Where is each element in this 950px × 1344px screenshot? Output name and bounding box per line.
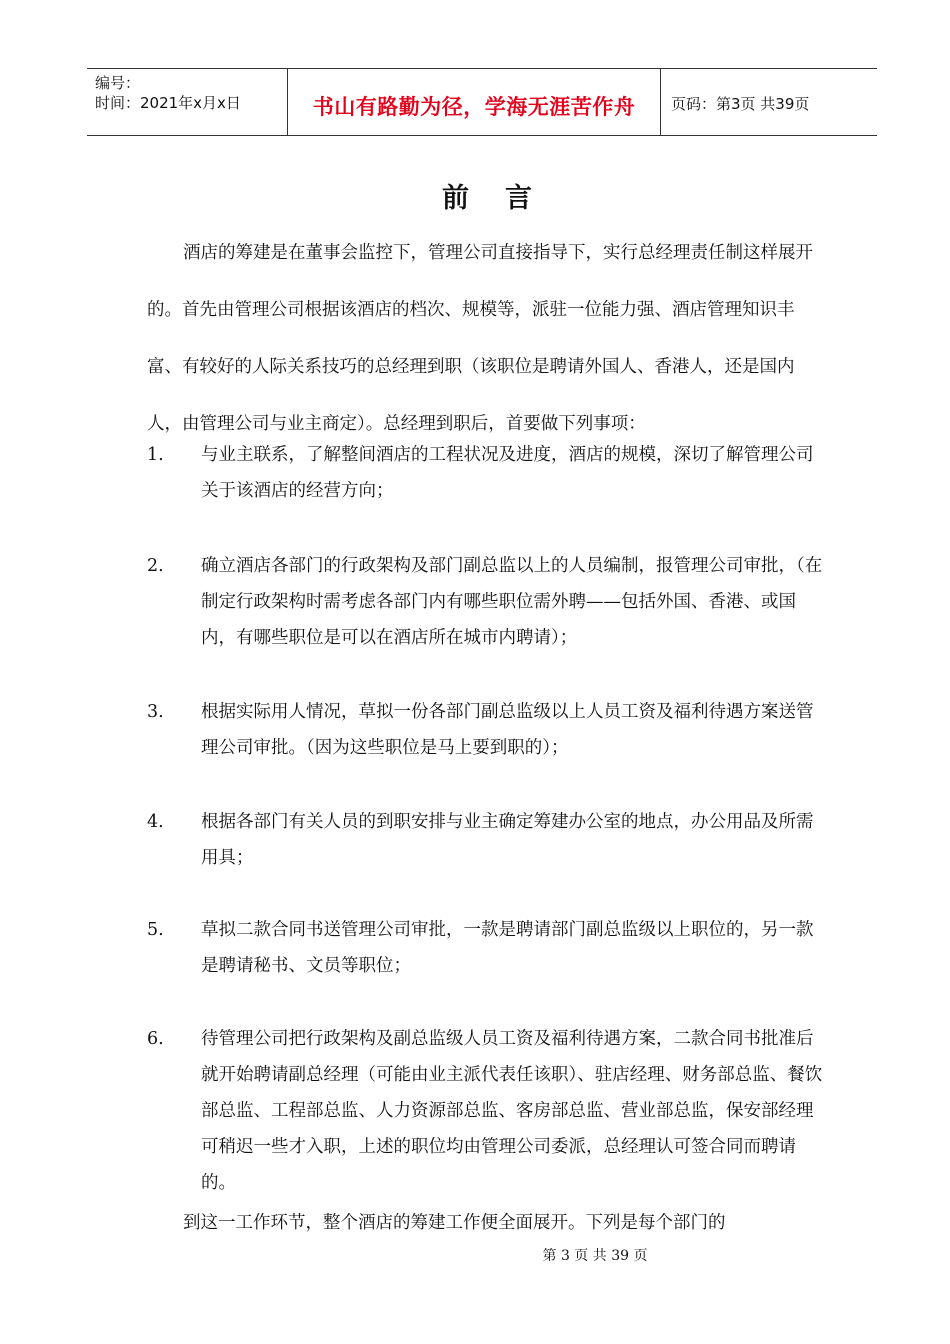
header-meta (95, 73, 241, 113)
list-item-number: 5. (147, 920, 164, 940)
page-header (87, 68, 877, 136)
list-item-number: 6. (147, 1029, 164, 1049)
document-date-label: 时间：2021年x月x日 (95, 94, 241, 112)
list-item-text: 根据实际用人情况，草拟一份各部门副总监级以上人员工资及福利待遇方案送管理公司审批。（因为这些职位是马上要到职的）； (201, 702, 814, 758)
list-item-number: 2. (147, 556, 164, 576)
intro-paragraph: 酒店的筹建是在董事会监控下，管理公司直接指导下，实行总经理责任制这样展开的。首先由管理公司根据该酒店的档次、规模等，派驻一位能力强、酒店管理知识丰富、有较好的人际关系技巧的总经理到职（该职位是聘请外国人、香港人，还是国内人，由管理公司与业主商定）。总经理到职后，首要做下列事项： (147, 243, 813, 434)
document-number-label: 编号： (95, 74, 141, 92)
list-item-text: 确立酒店各部门的行政架构及部门副总监以上的人员编制，报管理公司审批，（在制定行政架构时需考虑各部门内有哪些职位需外聘——包括外国、香港、或国内，有哪些职位是可以在酒店所在城市内聘请）； (201, 556, 823, 648)
list-item-text: 根据各部门有关人员的到职安排与业主确定筹建办公室的地点，办公用品及所需用具； (201, 812, 814, 868)
header-motto: 书山有路勤为径，学海无涯苦作舟 (312, 95, 636, 119)
header-page-number: 页码：第3页 共39页 (671, 95, 810, 113)
list-item-number: 4. (147, 812, 164, 832)
header-divider (660, 69, 661, 135)
list-item-number: 3. (147, 702, 164, 722)
list-item-text: 草拟二款合同书送管理公司审批，一款是聘请部门副总监级以上职位的，另一款是聘请秘书、文员等职位； (201, 920, 814, 976)
list-item-text: 待管理公司把行政架构及副总监级人员工资及福利待遇方案，二款合同书批准后就开始聘请副总经理（可能由业主派代表任该职）、驻店经理、财务部总监、餐饮部总监、工程部总监、人力资源部总监、客房部总监、营业部总监，保安部经理可稍迟一些才入职，上述的职位均由管理公司委派，总经理认可签合同而聘请的。 (201, 1029, 823, 1193)
closing-paragraph: 到这一工作环节，整个酒店的筹建工作便全面展开。下列是每个部门的 (183, 1213, 726, 1233)
list-item-number: 1. (147, 445, 164, 465)
page-title: 前言 (442, 183, 568, 214)
page-footer: 第 3 页 共 39 页 (542, 1248, 648, 1264)
list-item-text: 与业主联系，了解整间酒店的工程状况及进度，酒店的规模，深切了解管理公司关于该酒店的经营方向； (201, 445, 814, 501)
